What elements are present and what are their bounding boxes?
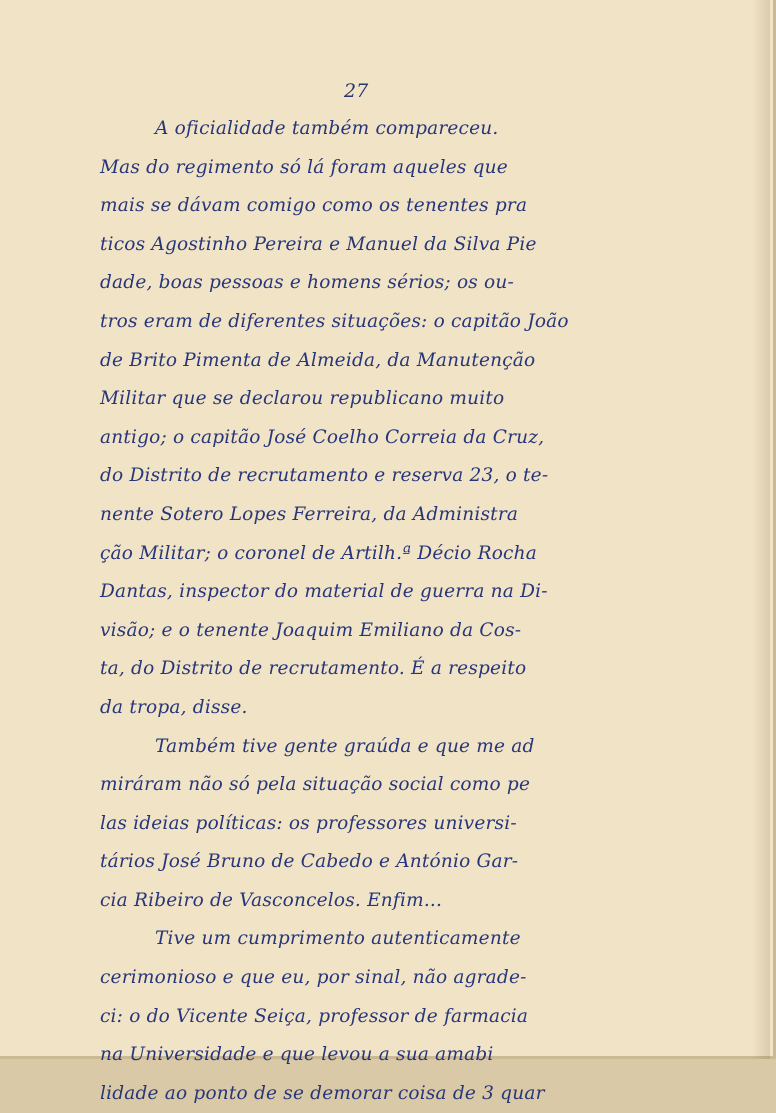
text-line: las ideias políticas: os professores universi- [100, 812, 517, 834]
handwritten-text-block [100, 110, 620, 1113]
text-line: ci: o do Vicente Seiça, professor de farmacia [100, 1005, 529, 1027]
text-line: de Brito Pimenta de Almeida, da Manutenção [100, 349, 536, 371]
text-line: da tropa, disse. [100, 696, 248, 718]
text-line: Tive um cumprimento autenticamente [155, 928, 521, 950]
text-line: lidade ao ponto de se demorar coisa de 3 quar [100, 1082, 545, 1104]
text-line: cia Ribeiro de Vasconcelos. Enfim... [100, 889, 443, 911]
text-line: tários José Bruno de Cabedo e António Gar- [100, 851, 519, 873]
text-line: do Distrito de recrutamento e reserva 23, o te- [100, 465, 549, 487]
text-line: tros eram de diferentes situações: o capitão João [100, 310, 569, 332]
text-line: A oficialidade também compareceu. [155, 118, 499, 139]
text-line: miráram não só pela situação social como pe [100, 774, 531, 796]
text-line: na Universidade e que levou a sua amabi [100, 1044, 494, 1066]
page-number: 27 [344, 80, 369, 102]
text-line: nente Sotero Lopes Ferreira, da Administra [100, 503, 519, 525]
text-line: mais se dávam comigo como os tenentes pra [100, 195, 528, 217]
text-line: ção Militar; o coronel de Artilh.ª Décio Rocha [100, 542, 537, 564]
page-spine-shadow [752, 0, 770, 1059]
text-line: Dantas, inspector do material de guerra na Di- [100, 581, 548, 603]
text-line: visão; e o tenente Joaquim Emiliano da Cos- [100, 619, 522, 641]
text-line: ticos Agostinho Pereira e Manuel da Silva Pie [100, 233, 537, 255]
text-line: Militar que se declarou republicano muito [100, 388, 505, 410]
text-line: antigo; o capitão José Coelho Correia da Cruz, [100, 426, 545, 448]
text-line: cerimonioso e que eu, por sinal, não agrade- [100, 967, 527, 989]
text-line: Mas do regimento só lá foram aqueles que [100, 156, 508, 178]
text-line: Também tive gente graúda e que me ad [155, 735, 535, 757]
text-line: dade, boas pessoas e homens sérios; os ou- [100, 272, 514, 294]
text-line: ta, do Distrito de recrutamento. É a respeito [100, 658, 527, 680]
